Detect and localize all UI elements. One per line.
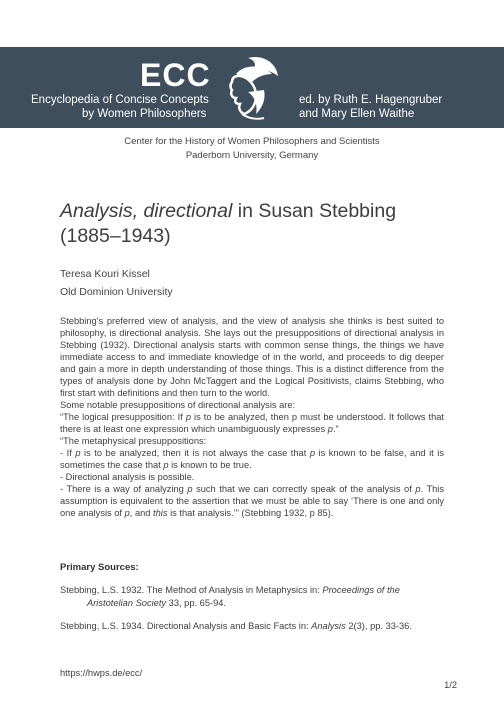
reference-1: [60, 584, 444, 610]
primary-sources-heading: Primary Sources:: [60, 562, 139, 573]
emphasis: this: [153, 508, 168, 518]
metaphysical-heading: “The metaphysical presuppositions:: [60, 436, 207, 446]
logical-presupposition: [60, 411, 444, 435]
encyclopedia-title-line2: by Women Philosophers: [82, 108, 207, 120]
title-italic: Analysis, directional: [60, 200, 233, 222]
encyclopedia-title-line1: Encyclopedia of Concise Concepts: [31, 94, 209, 106]
helmeted-head-logo-icon: [218, 52, 282, 124]
text: is to be analyzed, then it is not always the case that: [80, 448, 310, 458]
title-dates: (1885–1943): [60, 225, 171, 247]
university-name: Paderborn University, Germany: [185, 150, 319, 161]
center-name: Center for the History of Women Philosophers and Scientists: [124, 136, 380, 147]
text: , and: [129, 508, 154, 518]
variable: p: [187, 484, 193, 494]
variable: p: [163, 460, 169, 470]
text: . This assumption is equivalent to the assertion that we must be able to say ‘There is one and only one analysis of: [60, 484, 445, 518]
ref-journal: Aristotelian Society: [87, 598, 167, 608]
variable: p: [124, 508, 130, 518]
variable: p: [309, 448, 315, 458]
metaphysical-point-2: - Directional analysis is possible.: [60, 472, 195, 482]
text: is to be analyzed, then p must be understood. It follows that there is at least one expression which unambiguously expresses: [60, 412, 444, 434]
variable: p: [185, 412, 192, 422]
editors-line1: ed. by Ruth E. Hagengruber: [299, 94, 443, 106]
metaphysical-point-3: [60, 483, 444, 519]
ref-journal: Analysis: [311, 621, 346, 631]
author-affiliation: Old Dominion University: [60, 286, 173, 298]
author-name: Teresa Kouri Kissel: [60, 268, 150, 280]
ref-text: 2(3), pp. 33-36.: [345, 621, 412, 631]
ref-text: 33, pp. 65-94.: [166, 598, 227, 608]
text: is that analysis.’” (Stebbing 1932, p 85).: [167, 508, 334, 518]
page-number: 1/2: [444, 680, 457, 690]
variable: p: [415, 484, 421, 494]
text: .”: [332, 424, 339, 434]
reference-2: [60, 620, 444, 633]
article-body: [60, 315, 444, 519]
header-banner: [0, 47, 504, 128]
text: is known to be false, and it is sometimes the case that: [60, 448, 444, 470]
metaphysical-point-1: [60, 447, 444, 471]
text: is known to be true.: [168, 460, 252, 470]
ref-text: Stebbing, L.S. 1934. Directional Analysis and Basic Facts in:: [60, 621, 312, 631]
text: such that we can correctly speak of the analysis of: [192, 484, 416, 494]
text: - If: [60, 448, 76, 458]
footer-url-link[interactable]: https://hwps.de/ecc/: [60, 668, 143, 678]
ecc-logo-text: ECC: [140, 57, 211, 93]
paragraph-2-text: Some notable presuppositions of directional analysis are:: [60, 400, 296, 410]
text: “The logical presupposition: If: [60, 412, 186, 422]
ref-journal: Proceedings of the: [322, 585, 400, 595]
variable: p: [75, 448, 81, 458]
ref-text: Stebbing, L.S. 1932. The Method of Analysis in Metaphysics in:: [60, 585, 323, 595]
title-rest: in Susan Stebbing: [232, 200, 397, 222]
page-title: [60, 199, 396, 249]
text: - There is a way of analyzing: [60, 484, 188, 494]
paragraph-1: Stebbing's preferred view of analysis, and the view of analysis she thinks is best suited to philosophy, is directional analysis. She lays out the presuppositions of directional analysis in Stebbing (1932). Directional analysis starts with common sense things, the things we have immediate access to and immediate knowledge of in the world, and proceeds to dig deeper and gain a more in depth understanding of those things. This is a distinct difference from the types of analysis done by John McTaggert and the Logical Positivists, claims Stebbing, who first start with definitions and then turn to the world.: [60, 316, 444, 398]
editors-line2: and Mary Ellen Waithe: [299, 108, 415, 120]
paragraph-2: [60, 399, 444, 411]
ref-continuation: [60, 597, 444, 610]
variable: p: [327, 424, 333, 434]
